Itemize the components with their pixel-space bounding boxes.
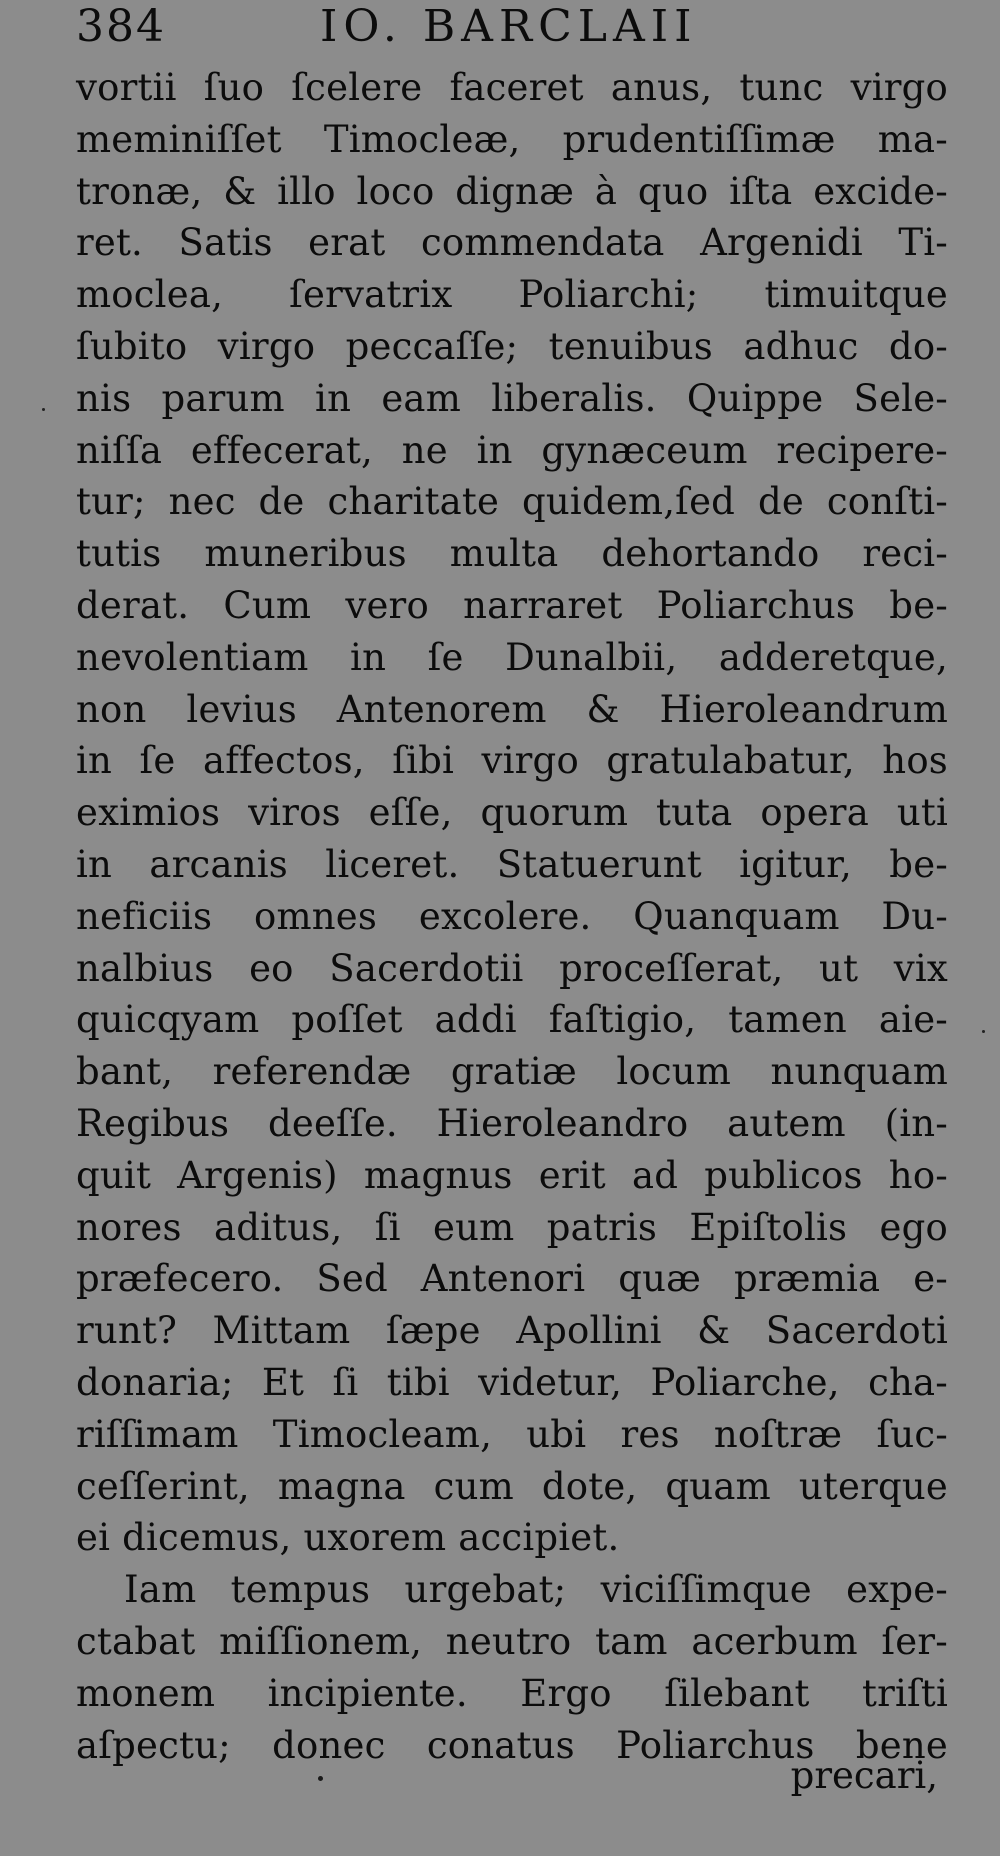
- text-line: tutis muneribus multa dehortando reci-: [76, 532, 948, 576]
- body-text: [76, 62, 948, 1771]
- text-line: in ſe affectos, ſibi virgo gratulabatur, hos: [76, 739, 948, 783]
- paragraph-end-line: ei dicemus, uxorem accipiet.: [76, 1516, 620, 1560]
- text-line: ret. Satis erat commendata Argenidi Ti-: [76, 221, 948, 265]
- page-header: [76, 0, 956, 60]
- text-line: quicqyam poſſet addi faſtigio, tamen aie-: [76, 998, 948, 1042]
- text-line: non levius Antenorem & Hieroleandrum: [76, 687, 948, 731]
- ink-speck: [42, 408, 45, 411]
- text-line: præfecero. Sed Antenori quæ præmia e-: [76, 1257, 948, 1301]
- text-line: monem incipiente. Ergo ſilebant triſti: [76, 1671, 948, 1715]
- text-line: derat. Cum vero narraret Poliarchus be-: [76, 583, 948, 627]
- text-line: nevolentiam in ſe Dunalbii, adderetque,: [76, 635, 948, 679]
- ink-dot: [318, 1776, 323, 1781]
- text-line: tronæ, & illo loco dignæ à quo iſta excide-: [76, 169, 948, 213]
- text-line: bant, referendæ gratiæ locum nunquam: [76, 1050, 948, 1094]
- text-line: vortii ſuo ſcelere faceret anus, tunc virgo: [76, 66, 948, 109]
- catchword: precari,: [790, 1754, 938, 1797]
- text-line: niſſa effecerat, ne in gynæceum reciperе-: [76, 428, 948, 472]
- text-line: ctabat miſſionem, neutro tam acerbum ſer-: [76, 1619, 948, 1663]
- page-footer: [0, 1750, 1000, 1820]
- text-line: aſpectu; donec conatus Poliarchus bene: [76, 1723, 948, 1767]
- text-line: donaria; Et ſi tibi videtur, Poliarche, cha-: [76, 1360, 948, 1404]
- text-line: Regibus deeſſe. Hieroleandro autem (in-: [76, 1101, 948, 1145]
- text-line: quit Argenis) magnus erit ad publicos ho-: [76, 1153, 948, 1197]
- page-number: 384: [76, 1, 166, 52]
- text-line: moclea, ſervatrix Poliarchi; timuitque: [76, 273, 948, 317]
- text-line: neficiis omnes excolere. Quanquam Du-: [76, 894, 948, 938]
- text-line: in arcanis liceret. Statuerunt igitur, be-: [76, 842, 948, 886]
- running-head: IO. BARCLAII: [320, 1, 698, 52]
- text-line: riſſimam Timocleam, ubi res noſtræ ſuc-: [76, 1412, 948, 1456]
- paragraph-start-line: Iam tempus urgebat; viciſſimque expe-: [124, 1568, 948, 1612]
- text-line: nores aditus, ſi eum patris Epiſtolis ego: [76, 1205, 948, 1249]
- text-line: nis parum in eam liberalis. Quippe Sele-: [76, 376, 948, 420]
- text-line: ceſſerint, magna cum dote, quam uterque: [76, 1464, 948, 1508]
- text-line: meminiſſet Timocleæ, prudentiſſimæ ma-: [76, 117, 948, 161]
- text-line: nalbius eo Sacerdotii proceſſerat, ut vix: [76, 946, 948, 990]
- text-line: ſubito virgo peccaſſe; tenuibus adhuc do-: [76, 324, 948, 368]
- text-line: eximios viros eſſe, quorum tuta opera uti: [76, 791, 948, 835]
- text-line: tur; nec de charitate quidem,ſed de conſti-: [76, 480, 948, 524]
- text-line: runt? Mittam ſæpe Apollini & Sacerdoti: [76, 1309, 948, 1353]
- ink-speck: [982, 1030, 985, 1033]
